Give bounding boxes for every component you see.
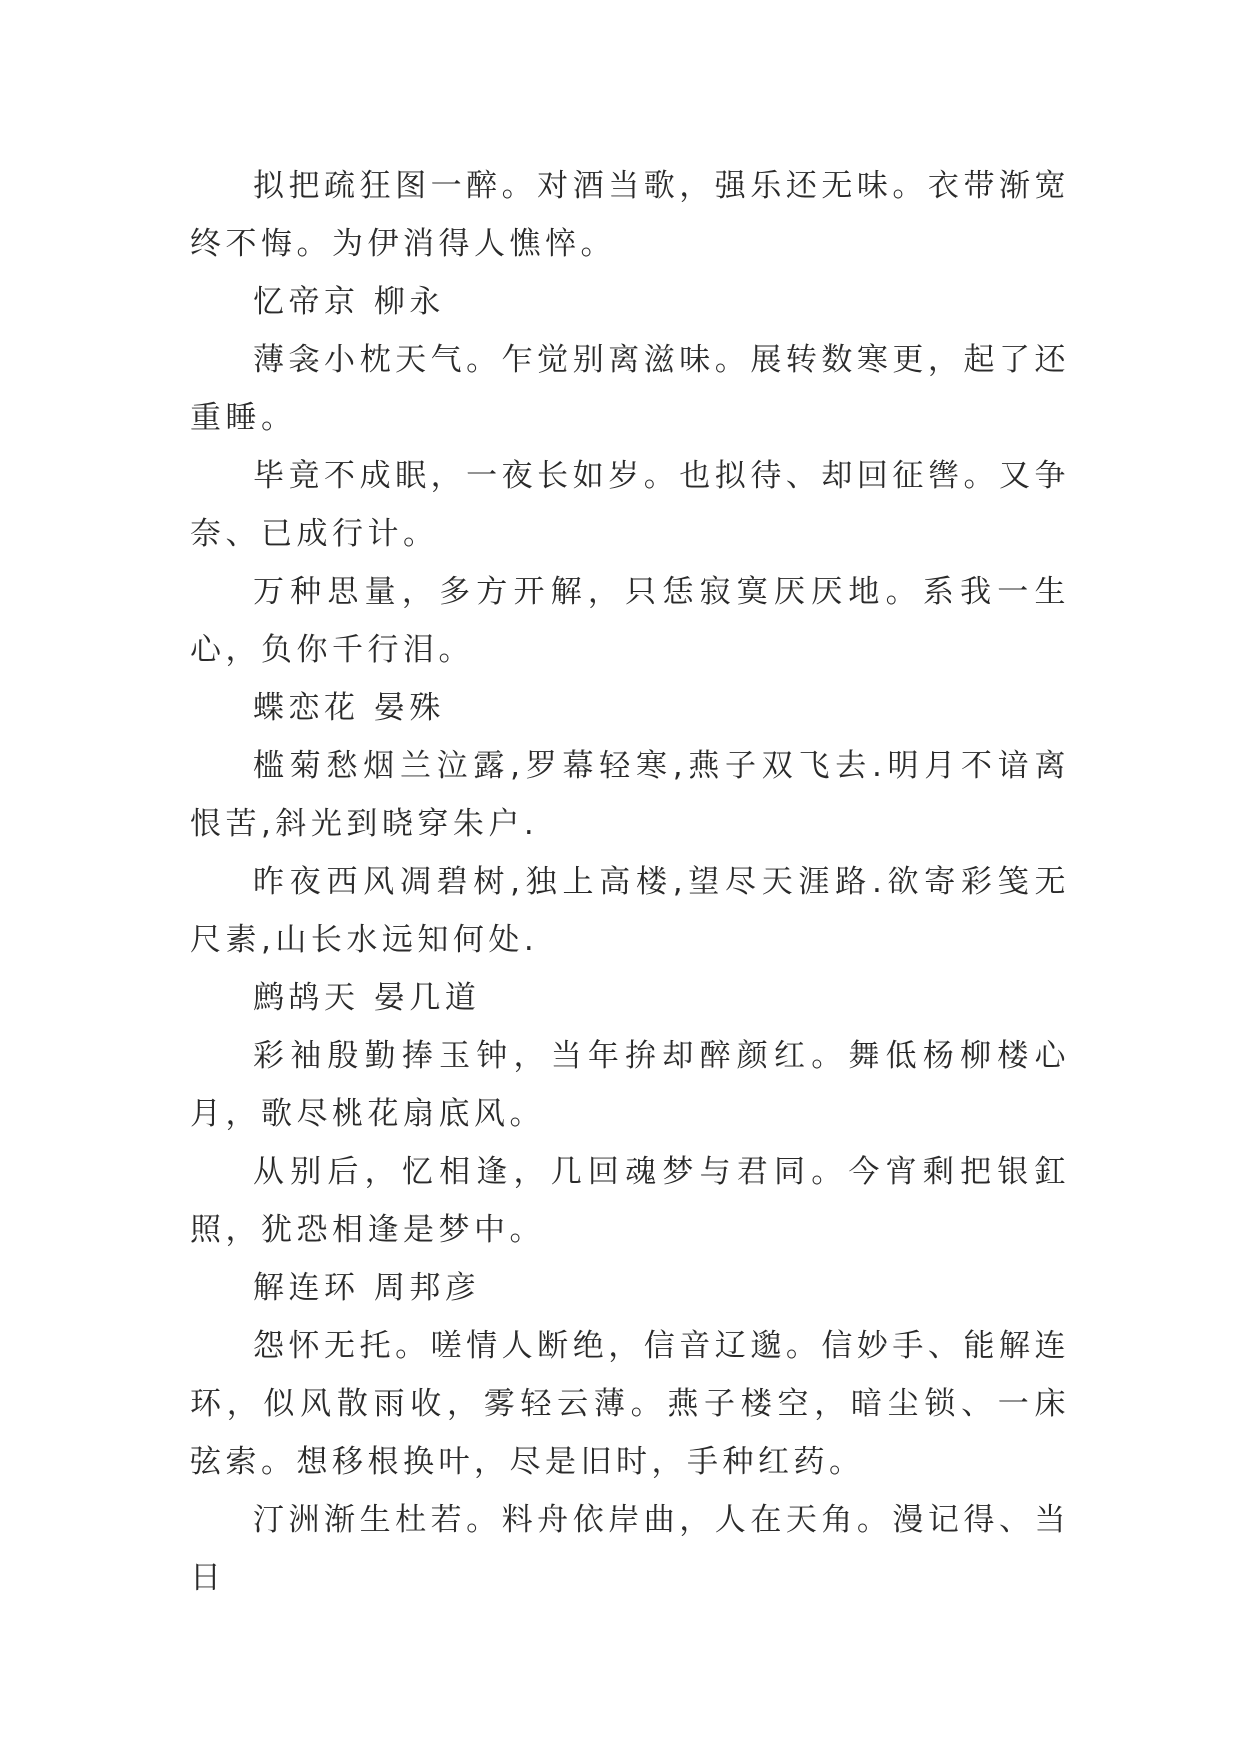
poem-title: 蝶恋花 晏殊 [253, 690, 445, 726]
verse-paragraph: 昨夜西风凋碧树,独上高楼,望尽天涯路.欲寄彩笺无尺素,山长水远知何处. [190, 864, 1070, 958]
verse-paragraph: 怨怀无托。嗟情人断绝，信音辽邈。信妙手、能解连环，似风散雨收，雾轻云薄。燕子楼空，暗尘锁、一床弦索。想移根换叶，尽是旧时，手种红药。 [190, 1328, 1070, 1480]
poem-title: 忆帝京 柳永 [253, 284, 445, 320]
verse-paragraph: 毕竟不成眠，一夜长如岁。也拟待、却回征辔。又争奈、已成行计。 [190, 458, 1070, 552]
document-body [190, 157, 1070, 1607]
verse-paragraph: 薄衾小枕天气。乍觉别离滋味。展转数寒更，起了还重睡。 [190, 342, 1070, 436]
poem-title: 解连环 周邦彦 [253, 1270, 481, 1306]
verse-paragraph: 彩袖殷勤捧玉钟，当年拚却醉颜红。舞低杨柳楼心月，歌尽桃花扇底风。 [190, 1038, 1070, 1132]
verse-paragraph: 万种思量，多方开解，只恁寂寞厌厌地。系我一生心，负你千行泪。 [190, 574, 1070, 668]
verse-paragraph: 从别后，忆相逢，几回魂梦与君同。今宵剩把银釭照，犹恐相逢是梦中。 [190, 1154, 1070, 1248]
verse-paragraph: 槛菊愁烟兰泣露,罗幕轻寒,燕子双飞去.明月不谙离恨苦,斜光到晓穿朱户. [190, 748, 1070, 842]
verse-paragraph: 汀洲渐生杜若。料舟依岸曲，人在天角。漫记得、当日 [190, 1502, 1070, 1596]
poem-title: 鹧鸪天 晏几道 [253, 980, 481, 1016]
verse-paragraph: 拟把疏狂图一醉。对酒当歌，强乐还无味。衣带渐宽终不悔。为伊消得人憔悴。 [190, 168, 1070, 262]
